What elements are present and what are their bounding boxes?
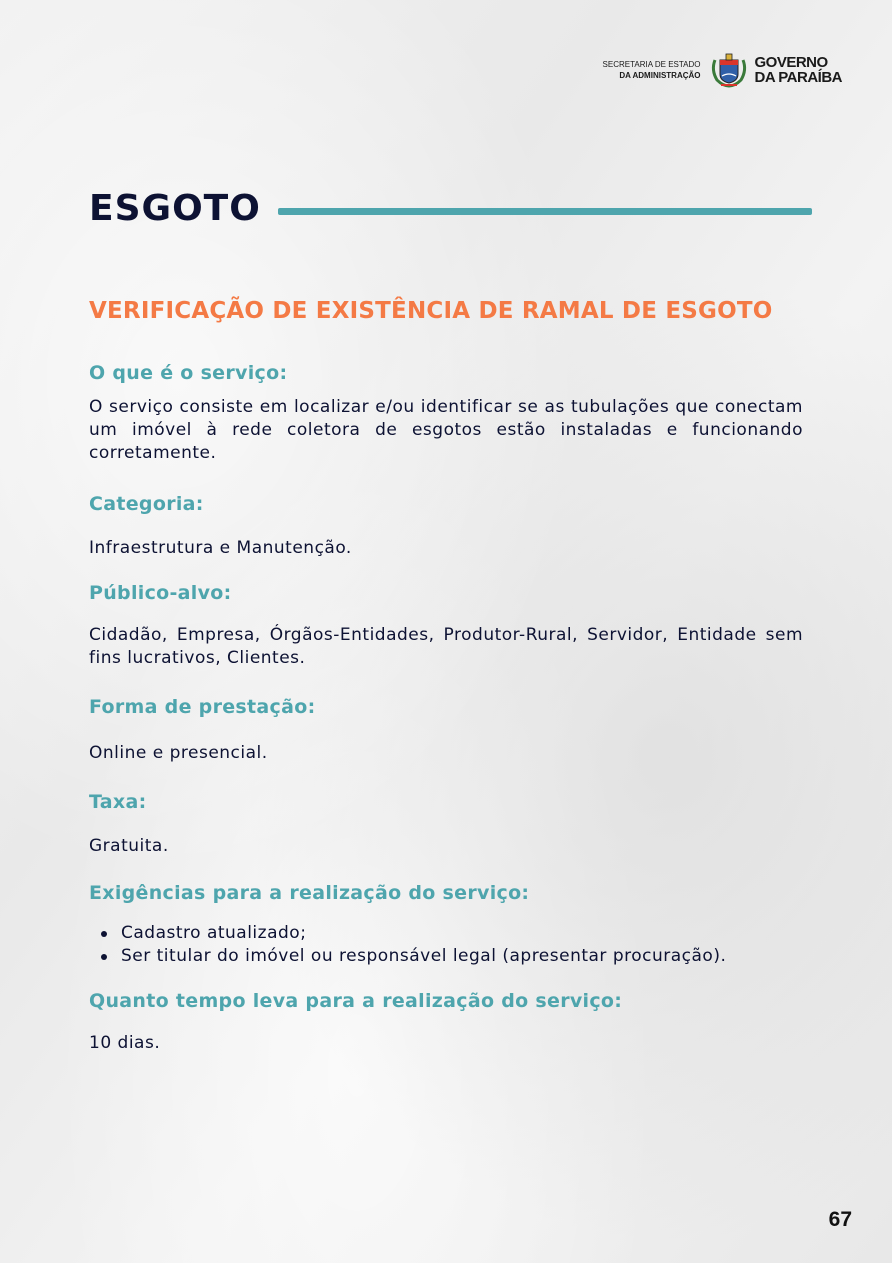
requirement-text: Cadastro atualizado; [121,923,307,943]
section-title: ESGOTO [89,188,261,229]
category-label: Categoria: [89,493,204,515]
governo-text [755,55,843,85]
governo-line2: DA PARAÍBA [754,69,842,86]
header-logo [603,50,842,90]
time-label: Quanto tempo leva para a realização do serviço: [89,990,623,1012]
bullet-icon [101,954,107,960]
governo-line1: GOVERNO [754,54,828,71]
category-value: Infraestrutura e Manutenção. [89,538,352,558]
coat-of-arms-icon [709,50,749,90]
list-item [121,922,803,945]
fee-value: Gratuita. [89,836,169,856]
delivery-label: Forma de prestação: [89,696,316,718]
what-label: O que é o serviço: [89,362,288,384]
secretaria-line1: SECRETARIA DE ESTADO [602,60,701,69]
requirements-list [89,922,803,968]
delivery-value: Online e presencial. [89,743,268,763]
fee-label: Taxa: [89,791,147,813]
service-details [89,362,803,1055]
secretaria-line2: DA ADMINISTRAÇÃO [619,71,701,80]
audience-label: Público-alvo: [89,582,232,604]
bullet-icon [101,931,107,937]
what-value: O serviço consiste em localizar e/ou identificar se as tubulações que conectam um imóvel à rede coletora de esgotos estão instaladas e funcionando corretamente. [89,397,803,463]
audience-value: Cidadão, Empresa, Órgãos-Entidades, Produtor-Rural, Servidor, Entidade sem fins lucrativos, Clientes. [89,625,803,668]
service-title: VERIFICAÇÃO DE EXISTÊNCIA DE RAMAL DE ESGOTO [89,298,773,324]
requirement-text: Ser titular do imóvel ou responsável legal (apresentar procuração). [121,946,727,966]
list-item [121,945,803,968]
secretaria-text [603,59,701,81]
title-rule [278,208,812,215]
requirements-label: Exigências para a realização do serviço: [89,882,530,904]
time-value: 10 dias. [89,1033,161,1053]
page-number: 67 [828,1208,852,1231]
